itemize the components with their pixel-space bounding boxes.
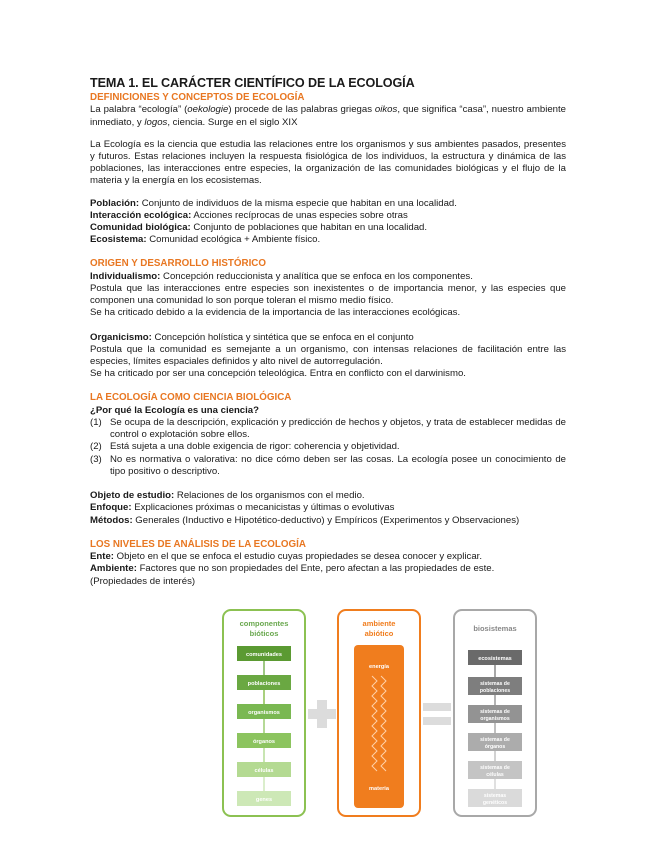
term-comunidad: Comunidad biológica: Conjunto de poblaciones que habitan en una localidad. — [90, 222, 428, 234]
term-ente: Ente: Objeto en el que se enfoca el estudio cuyas propiedades se desea conocer y explicar. — [90, 551, 482, 563]
biosistema-label: sistemas de — [480, 737, 510, 743]
biotico-label: organismos — [248, 710, 280, 716]
bioticos-title: bióticos — [249, 629, 279, 638]
biosistema-label: sistemas de — [480, 709, 510, 715]
energia-label: energía — [369, 664, 389, 670]
section-heading-niveles: LOS NIVELES DE ANÁLISIS DE LA ECOLOGÍA — [90, 538, 306, 550]
biosistema-label: ecosistemas — [478, 656, 512, 662]
term-objeto: Objeto de estudio: Relaciones de los organismos con el medio. — [90, 490, 365, 502]
term-ambiente: Ambiente: Factores que no son propiedades del Ente, pero afectan a las propiedades de este. — [90, 563, 495, 575]
biosistema-label: organismos — [480, 716, 510, 722]
list-item: (3) No es normativa o valorativa: no dice cómo deben ser las cosas. La ecología posee un conocimiento de tipo positivo o descriptivo. — [90, 453, 566, 477]
biosistema-label: poblaciones — [479, 688, 511, 694]
term-metodos: Métodos: Generales (Inductivo e Hipotético-deductivo) y Empíricos (Experimentos y Observaciones) — [90, 514, 520, 526]
biosistema-label: genéticos — [482, 800, 508, 806]
paragraph-organicismo-postula: Postula que la comunidad es semejante a un organismo, con intensas relaciones de facilitación entre las especies, límites espaciales definidos y alto nivel de autorregulación. — [90, 343, 566, 368]
paragraph-organicismo-critica: Se ha criticado por ser una concepción teleológica. Entra en conflicto con el darwinismo. — [90, 368, 466, 380]
biotico-label: comunidades — [245, 652, 283, 658]
term-interaccion: Interacción ecológica: Acciones recíprocas de unas especies sobre otras — [90, 209, 408, 221]
question-ciencia: ¿Por qué la Ecología es una ciencia? — [90, 404, 260, 416]
biosistema-label: células — [486, 772, 504, 778]
bioticos-title: componentes — [239, 619, 289, 628]
biotico-label: genes — [255, 797, 273, 803]
term-enfoque: Enfoque: Explicaciones próximas o mecanicistas y últimas o evolutivas — [90, 502, 395, 514]
paragraph-etimologia: La palabra “ecología” (oekologie) procede de las palabras griegas oikos, que significa “casa”, nuestro ambiente inmediato, y logos, ciencia. Surge en el siglo XIX — [90, 104, 566, 128]
section-heading-ciencia: LA ECOLOGÍA COMO CIENCIA BIOLÓGICA — [90, 392, 292, 404]
term-organicismo: Organicismo: Concepción holística y sintética que se enfoca en el conjunto — [90, 331, 414, 343]
biosistema-label: sistemas de — [480, 765, 510, 771]
term-poblacion: Población: Conjunto de individuos de la misma especie que habitan en una localidad. — [90, 197, 457, 209]
paragraph-individualismo-critica: Se ha criticado debido a la evidencia de la importancia de las interacciones ecológicas. — [90, 307, 461, 319]
biosistema-label: órganos — [484, 744, 506, 750]
biosistemas-title: biosistemas — [473, 624, 517, 633]
section-heading-origen: ORIGEN Y DESARROLLO HISTÓRICO — [90, 258, 266, 270]
term-ecosistema: Ecosistema: Comunidad ecológica + Ambiente físico. — [90, 234, 321, 246]
section-heading-definiciones: DEFINICIONES Y CONCEPTOS DE ECOLOGÍA — [90, 92, 305, 103]
list-item: (1) Se ocupa de la descripción, explicación y predicción de hechos y objetos, y trata de establecer medidas de control o explotación sobre ellos. — [90, 417, 566, 441]
page-title: TEMA 1. EL CARÁCTER CIENTÍFICO DE LA ECOLOGÍA — [90, 76, 415, 90]
list-item: (2) Está sujeta a una doble exigencia de rigor: coherencia y objetividad. — [90, 441, 400, 453]
biotico-label: poblaciones — [247, 681, 281, 687]
paragraph-individualismo-postula: Postula que las interacciones entre especies son inexistentes o de importancia menor, y las especies que componen una comunidad lo son porque toleran el mismo medio físico. — [90, 283, 566, 307]
note-propiedades: (Propiedades de interés) — [90, 575, 196, 587]
biosistema-label: sistemas — [483, 793, 507, 799]
equals-icon — [423, 703, 451, 711]
abiotico-title: abiótico — [364, 629, 394, 638]
term-individualismo: Individualismo: Concepción reduccionista y analítica que se enfoca en los componentes. — [90, 270, 473, 282]
materia-label: materia — [369, 786, 389, 792]
abiotico-title: ambiente — [362, 619, 396, 628]
paragraph-ecologia-definicion: La Ecología es la ciencia que estudia las relaciones entre los organismos y sus ambientes pasados, presentes y futuros. Estas relaciones incluyen la respuesta fisiológica de los individuos, la estructura y dinámica de las poblaciones, las interacciones entre especies, la organización de las comunidades biológicas y el flujo de la materia y la energía en los ecosistemas. — [90, 138, 566, 187]
biosistema-label: sistemas de — [480, 681, 510, 687]
biotico-label: células — [254, 768, 274, 774]
biotico-label: órganos — [252, 739, 276, 745]
